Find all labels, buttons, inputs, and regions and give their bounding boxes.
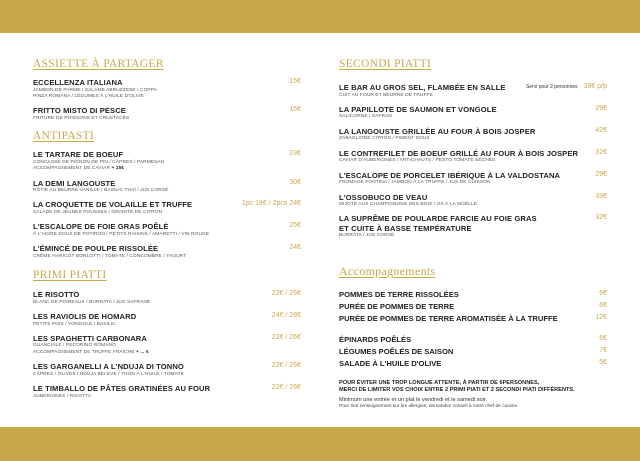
- item-price: 22€ / 26€: [271, 290, 301, 298]
- item-desc: RÔTIE AU BEURRE VANILLE / BASILIC THAÏ / JUS CORSÉ: [33, 188, 169, 194]
- item-name: L'OSSOBUCO DE VEAU: [339, 192, 428, 202]
- item-name: LE RISOTTO: [33, 290, 80, 300]
- item-price: 15€: [289, 106, 301, 114]
- notice-line: Minimum une entrée et un plat le vendredi et le samedi soir.: [339, 397, 488, 404]
- menu-item: [33, 222, 301, 238]
- extra-price: + ... €: [135, 349, 149, 355]
- item-desc: SALICORNE / SAFRAN: [339, 114, 392, 120]
- menu-item: [33, 106, 301, 122]
- item-price: 42€: [595, 126, 607, 134]
- menu-item: [33, 244, 301, 260]
- side-name: LÉGUMES POÊLÉS DE SAISON: [339, 346, 454, 356]
- item-name: LA CROQUETTE DE VOLAILLE ET TRUFFE: [33, 200, 193, 210]
- item-price: 1pc 18€ / 2pcs 24€: [241, 200, 301, 208]
- item-desc: SALADE DE JEUNES POUSSES / GRANITÉ DE CITRON: [33, 209, 163, 215]
- menu-item: [33, 384, 301, 400]
- item-price: 29€: [595, 170, 607, 178]
- top-gold-band: [0, 0, 640, 33]
- section-title-assiette: ASSIETTE À PARTAGER: [33, 58, 164, 70]
- menu-item: [33, 179, 301, 195]
- serving-note: Servi pour 2 personnes: [525, 84, 578, 90]
- item-name: LES SPAGHETTI CARBONARA: [33, 333, 147, 343]
- item-desc: PETITS POIS / VONGOLE / BASILIC: [33, 321, 116, 327]
- item-price: Servi pour 2 personnes 39€ p/p: [525, 83, 607, 90]
- notice-line: MERCI DE LIMITER VOS CHOIX ENTRE 2 PRIMI PIATI ET 2 SECONDI PIATI DIFFÉRENTS.: [339, 386, 575, 393]
- footer-notice: [339, 380, 607, 410]
- item-price: 32€: [595, 148, 607, 156]
- item-desc: CRÈME HARICOT BORLOTTI / TOMATE / CONCOMBRE / YAOURT: [33, 253, 187, 259]
- item-desc: CAVIAR D'AUBERGINES / ARTICHAUTS / PESTO TOMATE SÉCHÉE: [339, 158, 496, 164]
- item-price: 29€: [595, 104, 607, 112]
- item-price: 25€: [289, 222, 301, 230]
- item-desc: GUANCIALE / PECORINO ROMANO: [33, 343, 116, 349]
- menu-item: [33, 290, 301, 306]
- item-desc: MIJOTÉ AUX CHAMPIGNONS DES BOIS / OS À LA MOËLLE: [339, 202, 478, 208]
- item-name: FRITTO MISTO DI PESCE: [33, 106, 126, 116]
- menu-item: [339, 193, 607, 209]
- item-desc: PINZA ROMANA / LÉGUMES À L'HUILE D'OLIVE: [33, 93, 144, 99]
- item-price: 22€ / 26€: [271, 384, 301, 392]
- item-price: 15€: [289, 78, 301, 85]
- menu-item: [33, 78, 301, 100]
- side-price: 6€: [599, 334, 607, 342]
- item-desc: ZABAGLIONE CITRON / PIMENT DOUX: [339, 136, 430, 142]
- notice-line: Pour tout renseignement sur les allergies, demandez conseil à notre chef de cuisine.: [339, 404, 519, 410]
- item-name: LA PAPILLOTE DE SAUMON ET VONGOLE: [339, 104, 497, 114]
- item-name: L'ÉMINCÉ DE POULPE RISSOLÉE: [33, 244, 159, 254]
- item-name: LES RAVIOLIS DE HOMARD: [33, 312, 137, 322]
- item-name: LE BAR AU GROS SEL, FLAMBÉE EN SALLE: [339, 83, 506, 92]
- side-name: ÉPINARDS POÊLÉS: [339, 334, 412, 344]
- item-desc-extra: ACCOMPAGNEMENT DE TRUFFE FRAÎCHE + ... €: [33, 349, 149, 355]
- menu-item: [339, 149, 607, 165]
- item-name: LA SUPRÊME DE POULARDE FARCIE AU FOIE GRAS: [339, 214, 537, 224]
- side-item: [339, 290, 607, 299]
- item-price: 33€: [595, 192, 607, 200]
- item-name: LE TARTARE DE BOEUF: [33, 150, 124, 160]
- item-desc: CONCASSÉ DE PIGNON DE PIN / CÂPRES / PARMESAN: [33, 159, 165, 165]
- side-item: [339, 359, 607, 368]
- side-price: 12€: [595, 313, 607, 321]
- menu-item: [339, 171, 607, 187]
- menu-item: [339, 105, 607, 121]
- item-name-line2: ET CUITE À BASSE TEMPÉRATURE: [339, 223, 472, 233]
- item-desc-extra: ACCOMPAGNEMENT DE CAVIAR + 15€: [33, 166, 125, 172]
- menu-item: [33, 312, 301, 328]
- bottom-gold-band: [0, 427, 640, 461]
- section-title-accompagnements: Accompagnements: [339, 263, 436, 278]
- item-name: LE TIMBALLO DE PÂTES GRATINÉES AU FOUR: [33, 384, 211, 394]
- item-price: 30€: [289, 178, 301, 186]
- menu-item: [339, 214, 607, 239]
- side-price: 7€: [599, 346, 607, 354]
- item-desc: CÂPRES / OLIVES / NDUJA BELEVE / THON À L'HUILE / TOMATE: [33, 371, 184, 377]
- item-name: L'ESCALOPE DE FOIE GRAS POÊLÉ: [33, 222, 169, 232]
- item-price: 32€: [595, 214, 607, 222]
- side-item: [339, 314, 607, 323]
- item-name: LE CONTREFILET DE BOEUF GRILLÉ AU FOUR À BOIS JOSPER: [339, 148, 579, 158]
- side-name: SALADE À L'HUILE D'OLIVE: [339, 358, 442, 368]
- section-title-primi: PRIMI PIATTI: [33, 269, 107, 282]
- side-price: 6€: [599, 289, 607, 297]
- section-title-antipasti: ANTIPASTI: [33, 130, 95, 143]
- menu-item: [33, 200, 301, 216]
- sides-group-2: [339, 335, 607, 368]
- menu-item: [33, 362, 301, 378]
- item-price: 24€ / 28€: [271, 312, 301, 320]
- side-name: POMMES DE TERRE RISSOLÉES: [339, 289, 459, 299]
- right-column: [339, 58, 607, 410]
- notice-line: POUR ÉVITER UNE TROP LONGUE ATTENTE, À PARTIR DE 6PERSONNES,: [339, 379, 540, 386]
- item-name: LA DEMI LANGOUSTE: [33, 178, 116, 188]
- item-name: LA LANGOUSTE GRILLÉE AU FOUR À BOIS JOSPER: [339, 126, 536, 136]
- menu-item: [339, 83, 607, 99]
- item-price: 22€ / 26€: [271, 333, 301, 341]
- section-title-secondi: SECONDI PIATTI: [339, 58, 432, 70]
- menu-item: [339, 127, 607, 143]
- item-price: 24€: [289, 244, 301, 252]
- item-desc: BURRATA / JUS CORSÉ: [339, 233, 395, 239]
- item-name: LES GARGANELLI A L'NDUJA DI TONNO: [33, 362, 184, 372]
- side-item: [339, 347, 607, 356]
- item-desc: FROMAGE FONTINA / JAMBON À LA TRUFFE / JUS DE CUISSON: [339, 180, 491, 186]
- item-name: ECCELLENZA ITALIANA: [33, 78, 123, 87]
- side-item: [339, 302, 607, 311]
- item-price: 22€ / 26€: [271, 362, 301, 370]
- side-item: [339, 335, 607, 344]
- item-desc: À L'AIGRE DOUX DE POTIRON / PETITS RAISINS / AMARETTI / VIN ROUGE: [33, 231, 210, 237]
- side-name: PURÉE DE POMMES DE TERRE: [339, 301, 455, 311]
- left-column: [33, 58, 301, 400]
- extra-price: + 15€: [111, 166, 125, 172]
- item-name: L'ESCALOPE DE PORCELET IBÉRIQUE À LA VALDOSTANA: [339, 170, 561, 180]
- side-name: PURÉE DE POMMES DE TERRE AROMATISÉE À LA TRUFFE: [339, 313, 558, 323]
- sides-group-1: [339, 290, 607, 323]
- menu-item: [33, 334, 301, 356]
- menu-item: [33, 150, 301, 172]
- item-desc: CUIT AU FOUR ET BEURRE DE TRUFFE: [339, 92, 433, 98]
- item-price: 23€: [289, 150, 301, 158]
- side-price: 6€: [599, 301, 607, 309]
- side-price: 5€: [599, 358, 607, 366]
- item-desc: JAMBON DE PARME / SALAME ABRUZZESE / COPPA: [33, 87, 157, 93]
- item-desc: AUBERGINES / RICOTTA: [33, 393, 92, 399]
- item-desc: BLANC DE POIREAUX / BURRATA / JUS SAFRANÉ: [33, 299, 151, 305]
- item-desc: FRITURE DE POISSONS ET CRUSTACÉS: [33, 115, 130, 121]
